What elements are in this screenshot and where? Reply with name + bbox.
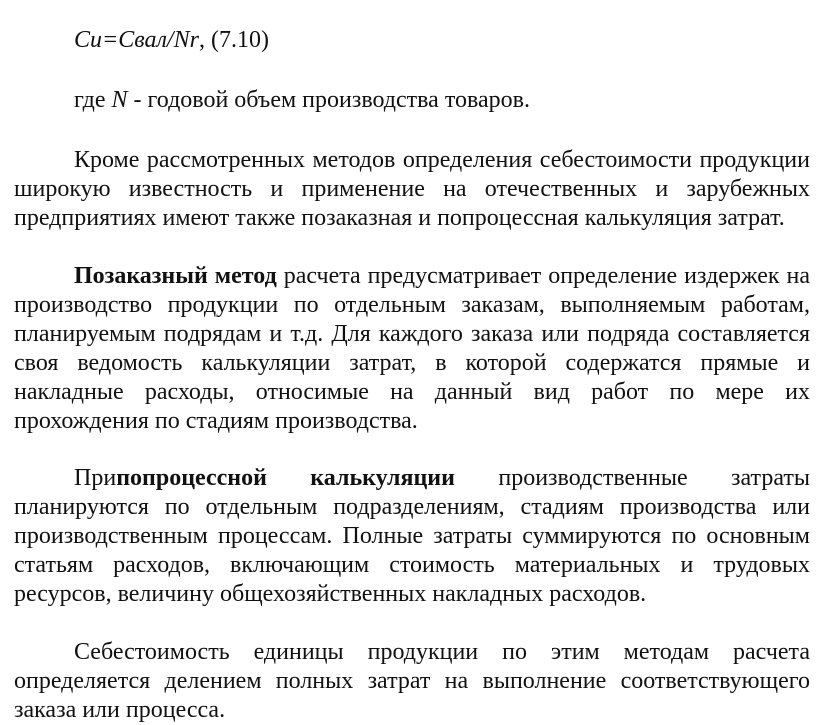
paragraph-text: Кроме рассмотренных методов определения себестоимости продукции широкую известность и применение на отечественных и зарубежных предприятиях имеют также позаказная и попроцессная калькуляция затрат. [14,147,810,231]
paragraph-job-order-method [14,262,810,436]
paragraph-text: Себестоимость единицы продукции по этим методам расчета определяется делением полных затрат на выполнение соответствующего заказа или процесса. [14,639,810,723]
paragraph-prefix: При [74,465,117,491]
term-process-costing: попроцессной калькуляции [116,465,455,491]
paragraph-text: производственные затраты планируются по отдельным подразделениям, стадиям производства или производственным процессам. Полные затраты суммируются по основным статьям расходов, включающим стоимость материальных и трудовых ресурсов, величину общехозяйственных накладных расходов. [14,465,810,607]
formula-line [14,26,810,55]
formula-number: , (7.10) [198,27,269,53]
explanation-symbol: N [111,87,128,113]
explanation-text: - годовой объем производства товаров. [127,87,530,113]
formula-explanation [14,86,810,115]
paragraph-unit-cost [14,638,810,725]
explanation-prefix: где [74,87,112,113]
paragraph-methods-intro [14,146,810,233]
paragraph-process-costing [14,464,810,609]
formula-expression: Cu=Cвал/Nr [74,27,199,53]
paragraph-text: расчета предусматривает определение издержек на производство продукции по отдельным заказам, выполняемым работам, планируемым подрядам и т.д. Для каждого заказа или подряда составляется своя ведомость калькуляции затрат, в которой содержатся прямые и накладные расходы, относимые на данный вид работ по мере их прохождения по стадиям производства. [14,263,810,434]
term-job-order-method: Позаказный метод [74,263,277,289]
